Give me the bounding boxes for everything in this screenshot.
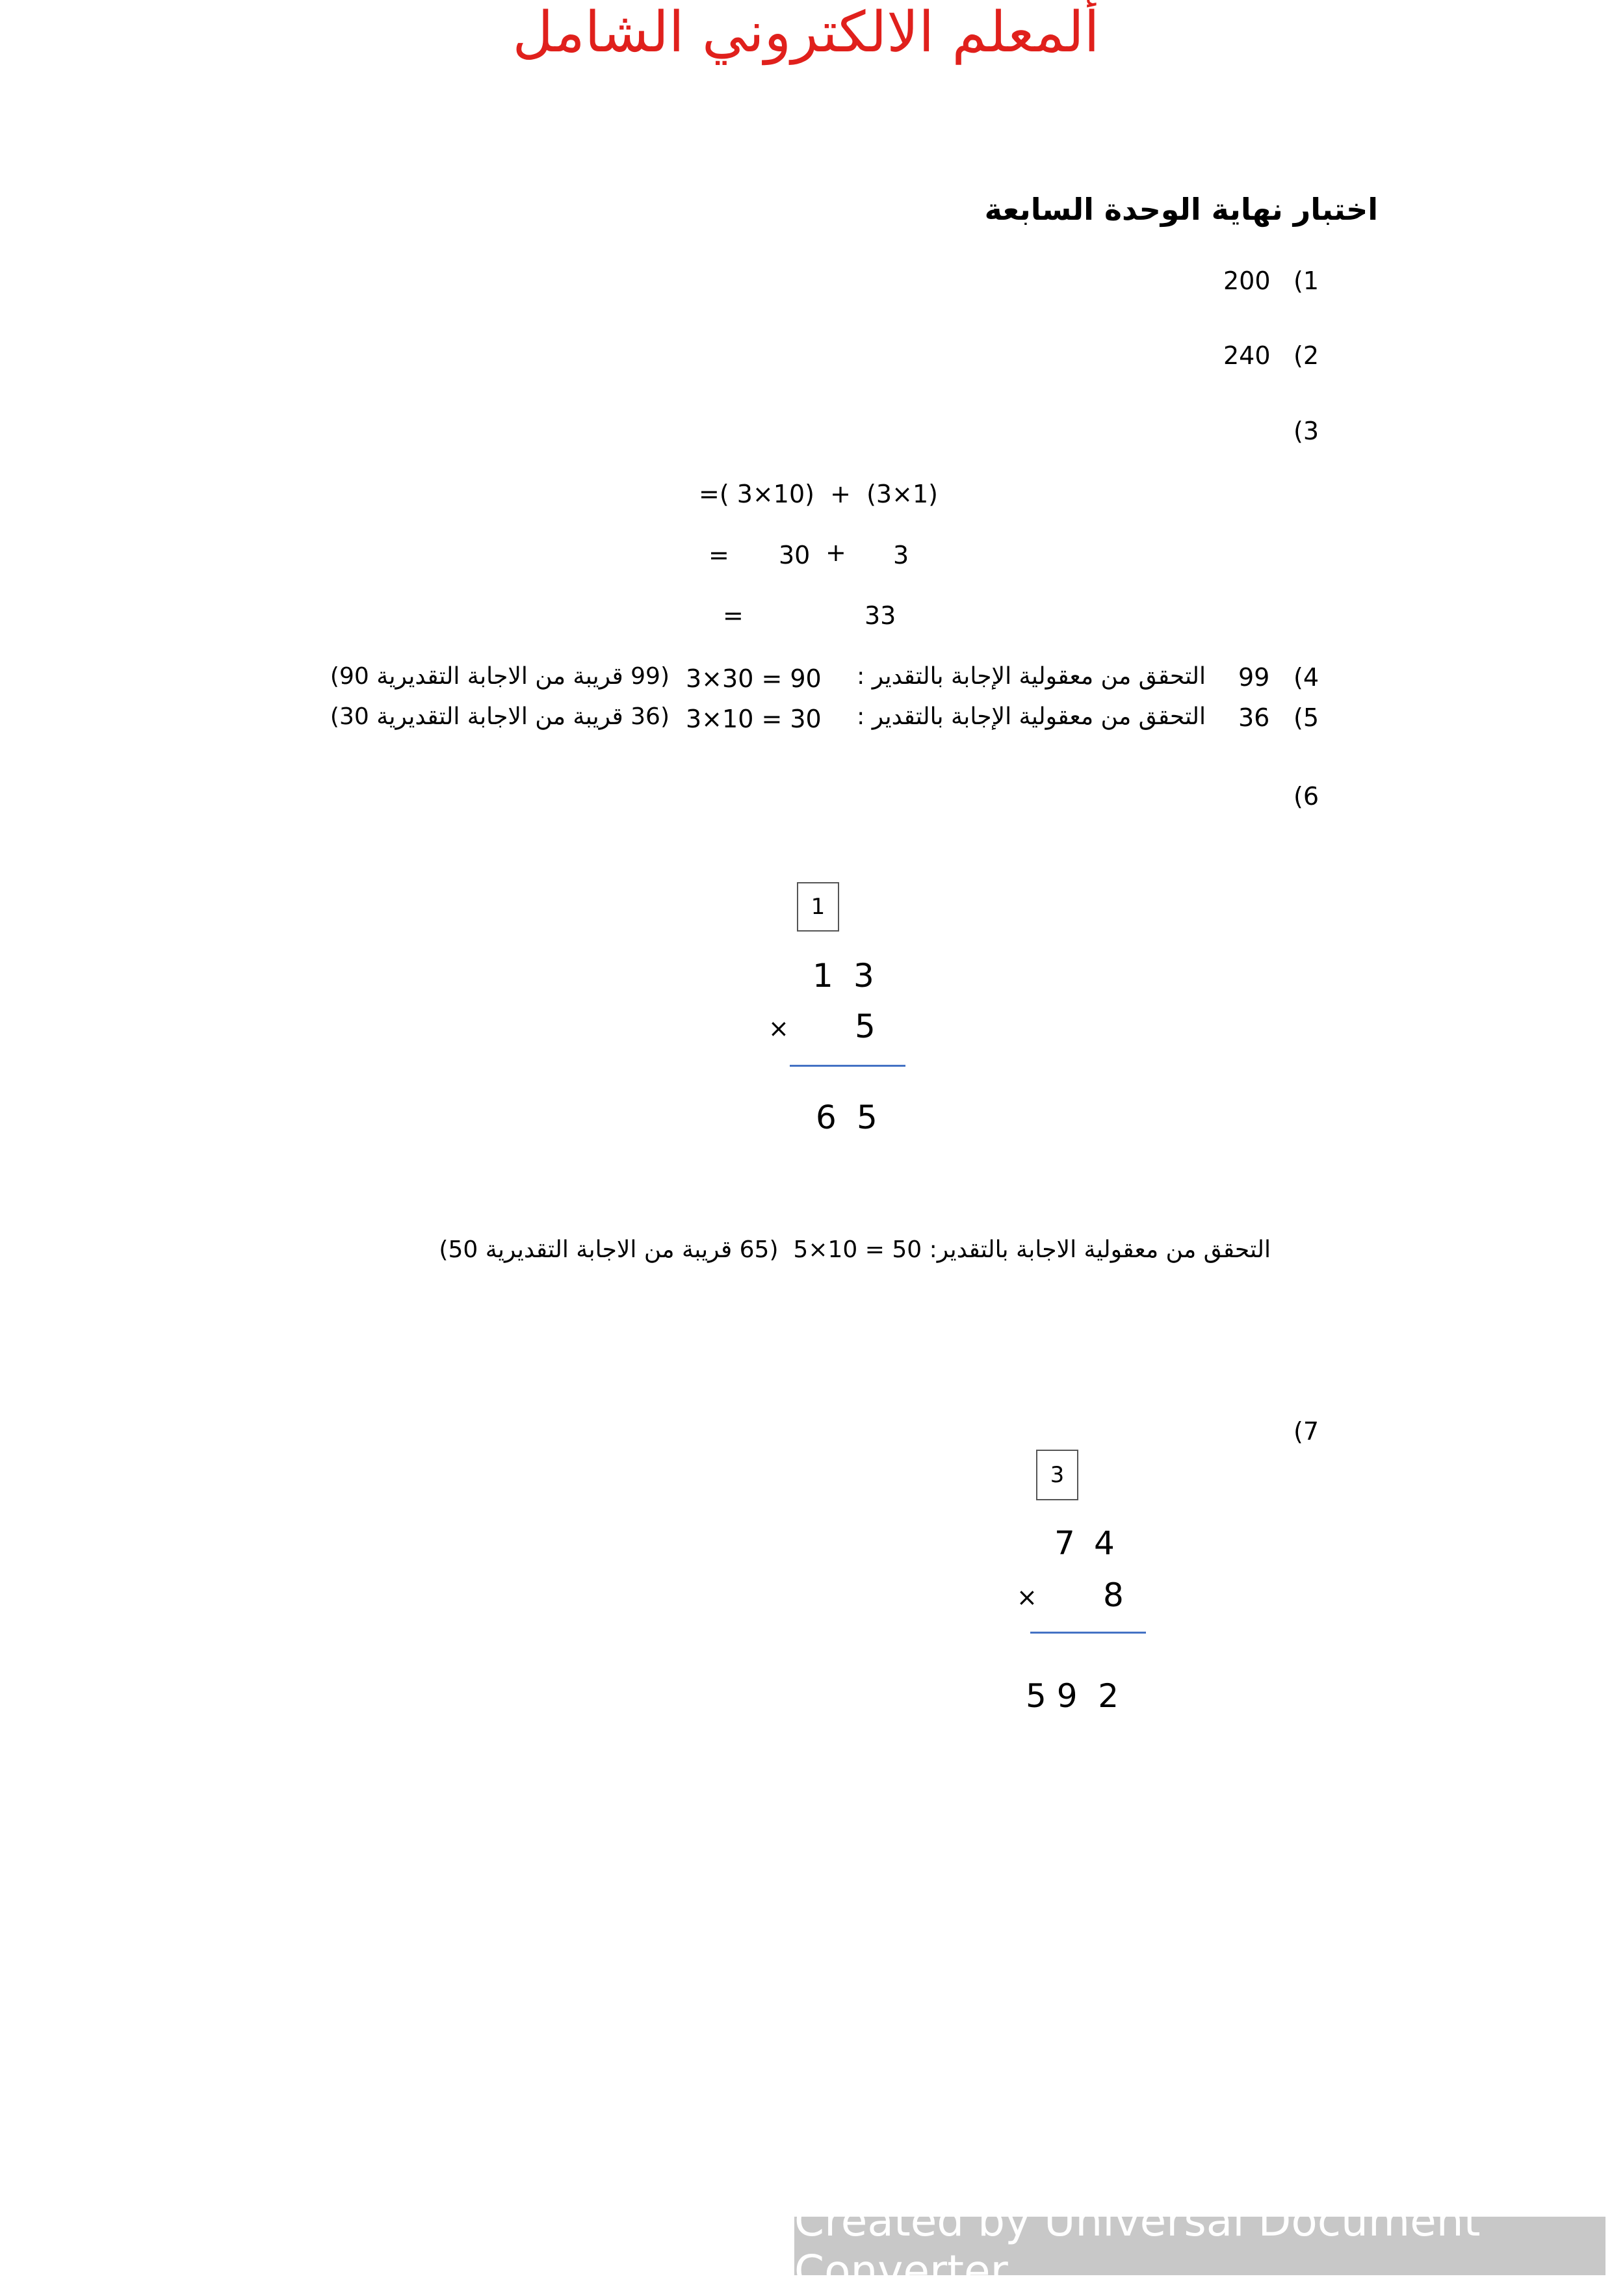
product-7: 5 9 2 xyxy=(1026,1677,1119,1715)
equation-line-2-plus: + xyxy=(826,538,846,567)
answer-5: 36 xyxy=(1238,703,1270,732)
equation-line-1: =( 3×10) + (3×1) xyxy=(699,480,938,508)
sum-underline-6 xyxy=(790,1065,905,1067)
answer-1: 200 xyxy=(1223,267,1271,295)
check-label-5: التحقق من معقولية الإجابة بالتقدير : xyxy=(857,703,1206,730)
multiplicand-tens-6: 1 xyxy=(812,957,833,995)
equation-line-2-b: 3 xyxy=(893,541,909,569)
carry-box-7: 3 xyxy=(1036,1450,1078,1500)
multiplier-7: 8 xyxy=(1103,1576,1124,1614)
equation-line-3-value: 33 xyxy=(864,601,896,630)
question-number-1: (1 xyxy=(1294,267,1320,295)
answer-2: 240 xyxy=(1223,341,1271,370)
check-note-5: (36 قريبة من الاجابة التقديرية 30) xyxy=(330,703,670,730)
equation-line-2-equals: = xyxy=(708,541,729,569)
exam-heading: اختبار نهاية الوحدة السابعة xyxy=(984,192,1378,227)
check-label-4: التحقق من معقولية الإجابة بالتقدير : xyxy=(857,663,1206,690)
page-title: ألمعلم الالكتروني الشامل xyxy=(512,0,1100,65)
multiplicand-tens-7: 7 xyxy=(1054,1524,1075,1562)
question-number-6: (6 xyxy=(1294,782,1320,811)
check-note-4: (99 قريبة من الاجابة التقديرية 90) xyxy=(330,663,670,690)
question-number-4: (4 xyxy=(1294,663,1320,692)
question-number-5: (5 xyxy=(1294,703,1320,732)
carry-box-6: 1 xyxy=(797,882,839,932)
multiplicand-ones-6: 3 xyxy=(853,957,874,995)
times-sign-7: × xyxy=(1017,1583,1037,1611)
converter-watermark: Created by Universal Document Converter xyxy=(794,2217,1606,2275)
question-number-3: (3 xyxy=(1294,417,1320,445)
check-calc-4: 3×30 = 90 xyxy=(686,664,822,693)
question-number-2: (2 xyxy=(1294,341,1320,370)
times-sign-6: × xyxy=(768,1014,789,1043)
question-number-7: (7 xyxy=(1294,1417,1320,1446)
equation-line-2-a: 30 xyxy=(779,541,811,569)
multiplicand-ones-7: 4 xyxy=(1094,1524,1115,1562)
check-6: التحقق من معقولية الاجابة بالتقدير: 50 = 10×5 (65 قريبة من الاجابة التقديرية 50) xyxy=(439,1236,1271,1263)
multiplier-6: 5 xyxy=(855,1008,876,1045)
sum-underline-7 xyxy=(1030,1632,1146,1634)
product-tens-6: 6 xyxy=(816,1099,837,1136)
check-calc-5: 3×10 = 30 xyxy=(686,705,822,733)
answer-4: 99 xyxy=(1238,663,1270,692)
equation-line-3-equals: = xyxy=(723,601,744,630)
product-ones-6: 5 xyxy=(857,1099,878,1136)
